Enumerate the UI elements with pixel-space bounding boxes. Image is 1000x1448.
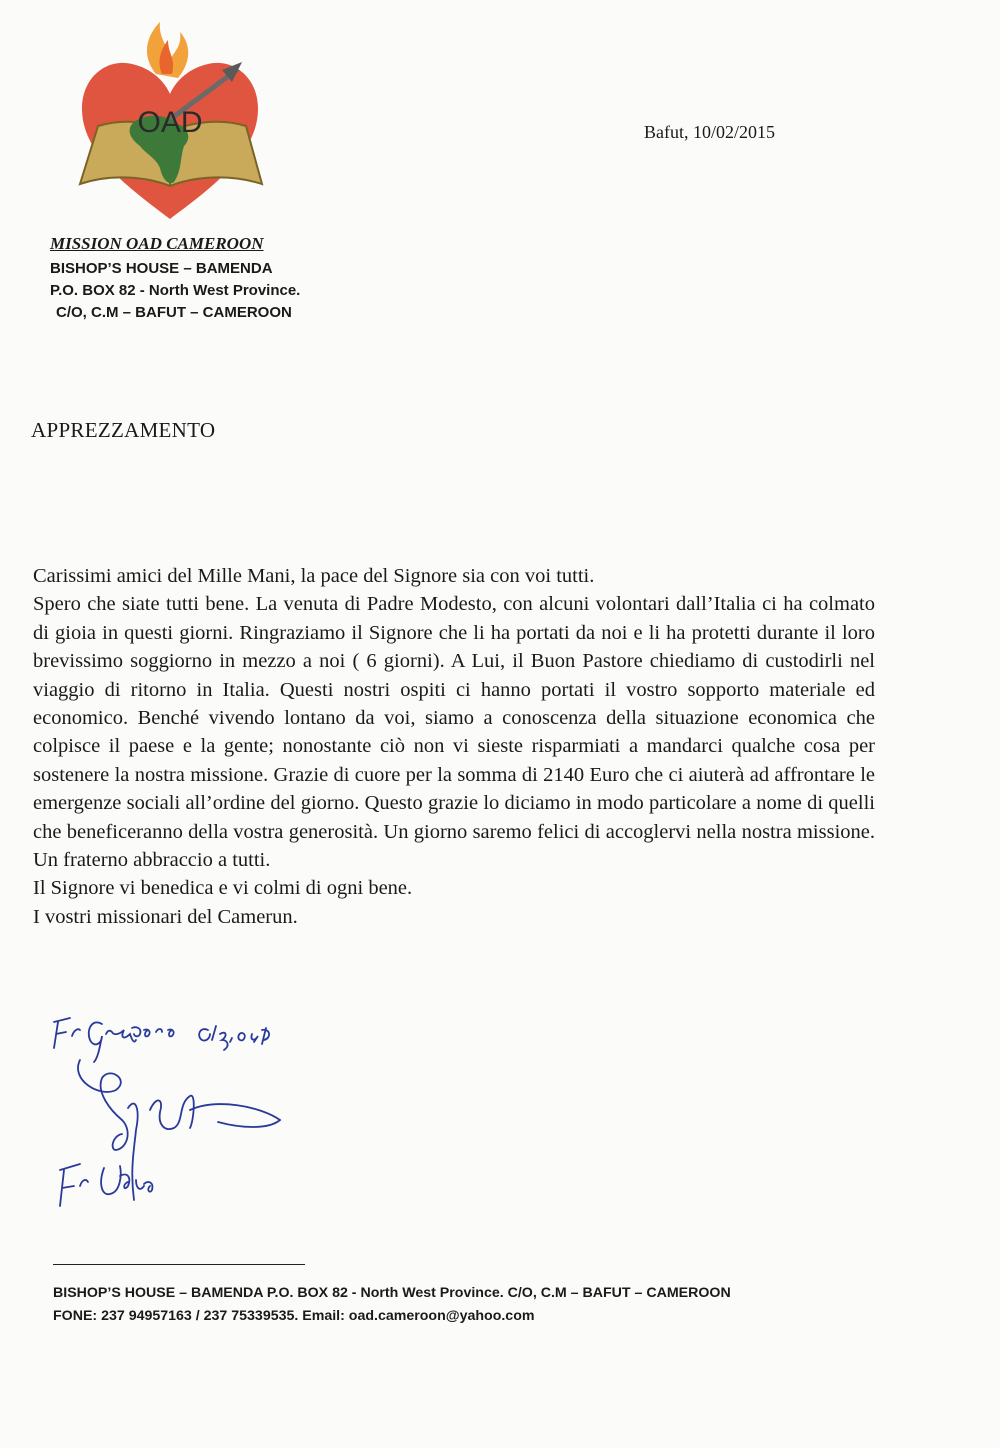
sender-address — [50, 234, 300, 324]
footer-address: BISHOP’S HOUSE – BAMENDA P.O. BOX 82 - North West Province. C/O, C.M – BAFUT – CAMEROON — [53, 1285, 731, 1301]
footer-contact: FONE: 237 94957163 / 237 75339535. Email: oad.cameroon@yahoo.com — [53, 1308, 535, 1324]
mission-title: MISSION OAD CAMEROON — [50, 234, 264, 253]
handwritten-signatures — [40, 1000, 340, 1230]
closing: I vostri missionari del Camerun. — [33, 905, 298, 928]
address-line: BISHOP’S HOUSE – BAMENDA — [50, 260, 273, 277]
footer-divider — [53, 1264, 305, 1265]
logo-text: OAD — [137, 106, 203, 139]
address-line: P.O. BOX 82 - North West Province. — [50, 282, 301, 299]
greeting: Carissimi amici del Mille Mani, la pace del Signore sia con voi tutti. — [33, 565, 595, 587]
letterhead-footer — [53, 1282, 731, 1328]
letter-heading: APPREZZAMENTO — [31, 418, 216, 442]
address-line: C/O, C.M – BAFUT – CAMEROON — [56, 304, 292, 321]
letter-body — [33, 562, 875, 931]
oad-logo — [70, 14, 270, 224]
blessing: Il Signore vi benedica e vi colmi di ogni bene. — [33, 877, 413, 900]
body-paragraph: Spero che siate tutti bene. La venuta di Padre Modesto, con alcuni volontari dall’Italia ci ha colmato di gioia in questi giorni. Ringraziamo il Signore che li ha portati da noi e li ha protetti durante il loro brevissimo soggiorno in mezzo a noi ( 6 giorni). A Lui, il Buon Pastore chiediamo di custodirli nel viaggio di ritorno in Italia. Questi nostri ospiti ci hanno portati il vostro sopporto materiale ed economico. Benché vivendo lontano da voi, siamo a conoscenza della situazione economica che colpisce il paese e la gente; nonostante ciò non vi sieste risparmiati a mandarci qualche cosa per sostenere la nostra missione. Grazie di cuore per la somma di 2140 Euro che ci aiuterà ad affrontare le emergenze sociali all’ordine del giorno. Questo grazie lo diciamo in modo particolare a nome di quelli che beneficeranno della vostra generosità. Un giorno saremo felici di accoglervi nella nostra missione. Un fraterno abbraccio a tutti. — [33, 593, 875, 872]
letter-date: Bafut, 10/02/2015 — [644, 122, 775, 142]
signature-icon — [40, 1000, 340, 1230]
